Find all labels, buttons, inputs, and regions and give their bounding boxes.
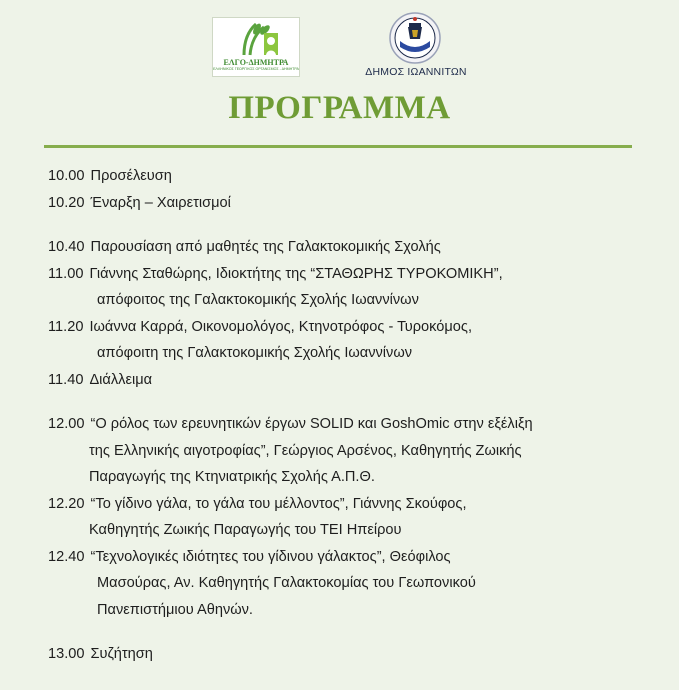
program-text-continued: Μασούρας, Αν. Καθηγητής Γαλακτοκομίας του Γεωπονικού <box>97 575 476 591</box>
program-item-1200 <box>48 411 648 491</box>
program-text-continued: της Ελληνικής αιγοτροφίας”, Γεώργιος Αρσένος, Καθηγητής Ζωικής <box>89 442 522 459</box>
program-time: 12.20 <box>48 495 85 512</box>
program-time: 11.20 <box>48 318 84 335</box>
title-divider <box>44 145 632 148</box>
program-text-continued: απόφοιτη της Γαλακτοκομικής Σχολής Ιωαννίνων <box>97 345 413 361</box>
program-text: “Τεχνολογικές ιδιότητες του γίδινου γάλακτος”, Θεόφιλος <box>90 548 451 565</box>
program-time: 12.00 <box>48 416 85 432</box>
program-time: 11.00 <box>48 265 84 282</box>
ioannina-seal-icon <box>388 11 442 65</box>
elgo-name: ΕΛΓΟ-ΔΗΜΗΤΡΑ <box>223 58 289 67</box>
program-text: Ιωάννα Καρρά, Οικονομολόγος, Κτηνοτρόφος - Τυροκόμος, <box>89 318 473 335</box>
program-time: 10.00 <box>48 168 85 184</box>
program-text: “Το γίδινο γάλα, το γάλα του μέλλοντος”, Γιάννης Σκούφος, <box>90 495 467 512</box>
program-item-1100 <box>48 261 648 314</box>
program-time: 13.00 <box>48 646 85 662</box>
page-title: ΠΡΟΓΡΑΜΜΑ <box>228 90 451 126</box>
program-text-continued: απόφοιτος της Γαλακτοκομικής Σχολής Ιωαννίνων <box>97 292 419 308</box>
program-item-1240 <box>48 544 648 624</box>
program-text: Διάλλειμα <box>89 371 153 388</box>
program-list <box>48 163 648 668</box>
elgo-dimitra-logo <box>212 17 300 77</box>
municipality-name: ΔΗΜΟΣ ΙΩΑΝΝΙΤΩΝ <box>365 66 467 78</box>
elgo-wheat-icon <box>234 21 280 57</box>
program-time: 11.40 <box>48 371 84 388</box>
program-text-continued: Καθηγητής Ζωικής Παραγωγής του ΤΕΙ Ηπείρου <box>89 522 402 538</box>
logo-bar <box>0 0 679 86</box>
program-item-1120 <box>48 314 648 367</box>
elgo-subtitle: ΕΛΛΗΝΙΚΟΣ ΓΕΩΡΓΙΚΟΣ ΟΡΓΑΝΙΣΜΟΣ - ΔΗΜΗΤΡΑ <box>213 67 299 71</box>
program-text: Προσέλευση <box>90 168 172 184</box>
program-item-1020 <box>48 190 648 217</box>
program-text: Γιάννης Σταθώρης, Ιδιοκτήτης της “ΣΤΑΘΩΡΗΣ ΤΥΡΟΚΟΜΙΚΗ”, <box>89 265 503 282</box>
program-text: “Ο ρόλος των ερευνητικών έργων SOLID και GoshOmic στην εξέλιξη <box>90 416 533 432</box>
program-item-1040 <box>48 234 648 261</box>
program-item-1140 <box>48 367 648 394</box>
program-time: 10.40 <box>48 239 85 255</box>
program-time: 10.20 <box>48 194 85 211</box>
program-item-1000 <box>48 163 648 190</box>
program-time: 12.40 <box>48 548 85 565</box>
program-text-continued: Παραγωγής της Κτηνιατρικής Σχολής Α.Π.Θ. <box>89 469 375 485</box>
program-text: Έναρξη – Χαιρετισμοί <box>90 194 231 211</box>
program-item-1300 <box>48 641 648 668</box>
program-text: Παρουσίαση από μαθητές της Γαλακτοκομικής Σχολής <box>90 239 441 255</box>
program-item-1220 <box>48 491 648 544</box>
program-text: Συζήτηση <box>90 646 153 662</box>
program-text-continued: Πανεπιστήμιου Αθηνών. <box>97 601 253 618</box>
